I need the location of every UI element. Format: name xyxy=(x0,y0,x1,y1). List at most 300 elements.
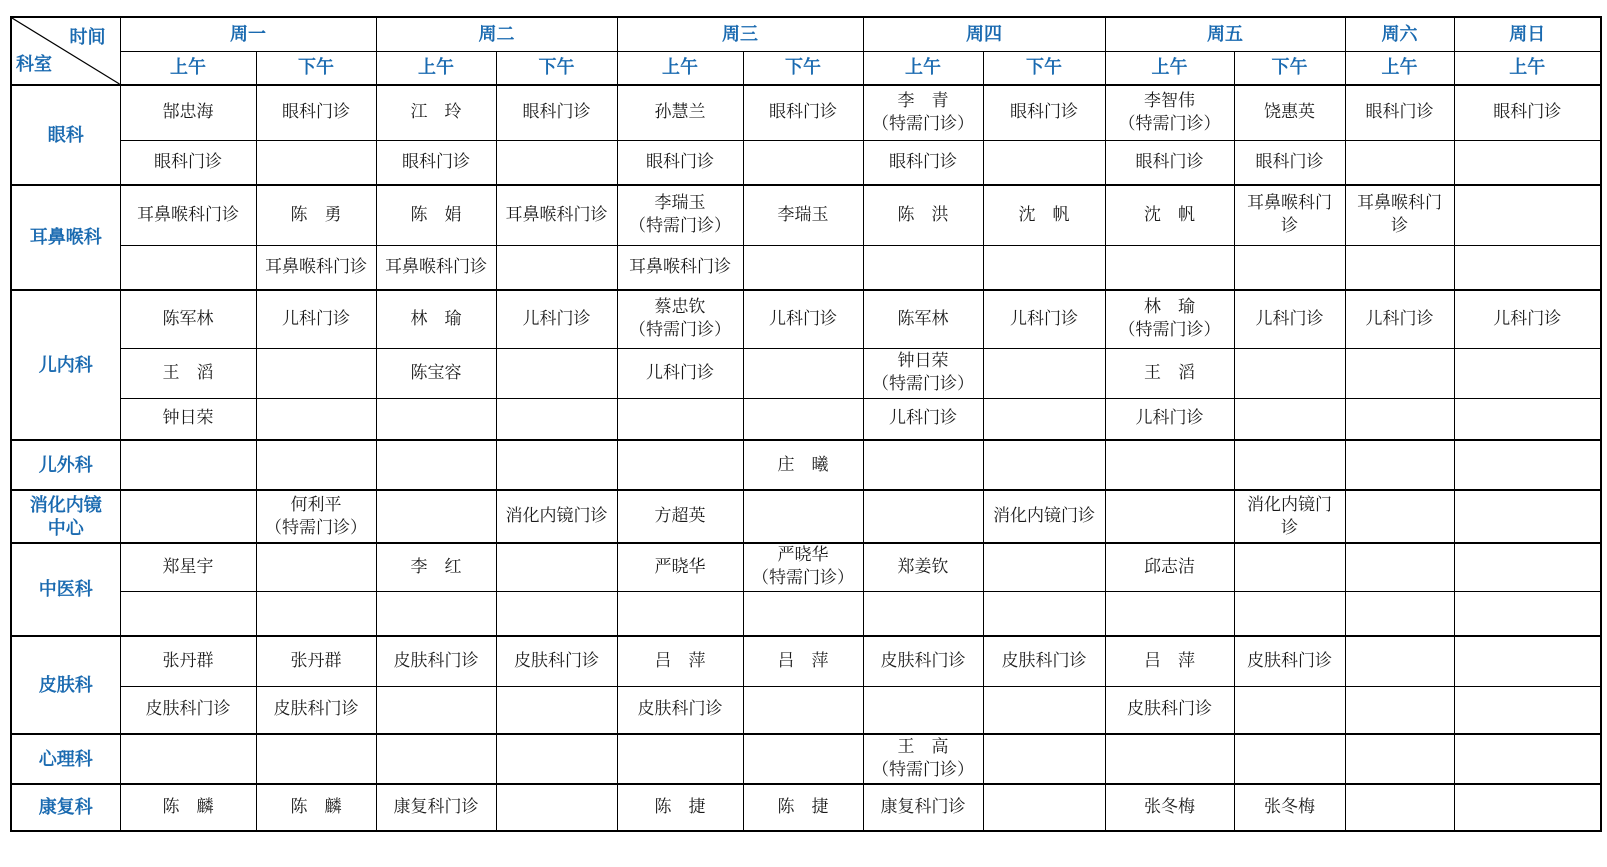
schedule-entry-text: （特需门诊） xyxy=(752,568,854,589)
schedule-cell xyxy=(1454,440,1601,490)
schedule-entry-text: 儿科门诊 xyxy=(1365,308,1434,329)
schedule-cell xyxy=(256,686,376,734)
period-header-row xyxy=(11,51,1601,85)
schedule-entry-text: 陈军林 xyxy=(162,308,214,329)
schedule-entry-text: 李智伟 xyxy=(1144,90,1195,111)
schedule-entry-text: 儿科门诊 xyxy=(1135,408,1204,429)
schedule-cell xyxy=(1454,245,1601,290)
schedule-entry-text: 眼科门诊 xyxy=(1255,151,1324,172)
schedule-cell xyxy=(1345,185,1454,245)
schedule-cell xyxy=(376,686,496,734)
schedule-cell xyxy=(983,543,1105,591)
schedule-entry-text: 儿科门诊 xyxy=(1493,308,1562,329)
schedule-entry-text: 方超英 xyxy=(654,506,706,526)
schedule-entry-text: （特需门诊） xyxy=(872,374,974,394)
schedule-entry-text: 陈 捷 xyxy=(654,797,706,817)
schedule-cell xyxy=(1345,490,1454,543)
schedule-entry-text: 耳鼻喉科门诊 xyxy=(385,256,487,277)
table-row xyxy=(11,140,1601,185)
schedule-cell xyxy=(376,440,496,490)
schedule-cell xyxy=(1345,734,1454,784)
schedule-cell xyxy=(863,543,983,591)
schedule-cell xyxy=(983,290,1105,348)
schedule-entry-text: 沈 帆 xyxy=(1144,204,1195,225)
schedule-cell xyxy=(1105,290,1234,348)
schedule-cell xyxy=(1105,784,1234,831)
schedule-entry-text: 李 青 xyxy=(897,90,949,111)
schedule-entry-text: 皮肤科门诊 xyxy=(393,650,479,671)
period-am: 上午 xyxy=(1454,51,1601,85)
day-header-tue: 周二 xyxy=(376,17,617,51)
schedule-cell xyxy=(1234,636,1345,686)
day-header-sun: 周日 xyxy=(1454,17,1601,51)
schedule-entry-text: 庄 曦 xyxy=(777,454,829,475)
period-pm: 下午 xyxy=(983,51,1105,85)
department-name-text: 眼科 xyxy=(47,124,84,146)
schedule-entry-text: 王 滔 xyxy=(1144,362,1195,383)
schedule-cell xyxy=(120,636,256,686)
schedule-cell xyxy=(1234,591,1345,636)
schedule-cell xyxy=(256,440,376,490)
schedule-cell xyxy=(376,140,496,185)
schedule-cell xyxy=(256,185,376,245)
schedule-entry-text: 王 高 xyxy=(897,737,949,757)
department-name-cell xyxy=(11,85,120,185)
schedule-entry-text: 郑星宇 xyxy=(162,556,214,577)
schedule-cell xyxy=(496,734,617,784)
schedule-cell xyxy=(983,734,1105,784)
schedule-entry-text: 眼科门诊 xyxy=(1010,102,1078,123)
schedule-cell xyxy=(743,734,863,784)
schedule-cell xyxy=(1454,734,1601,784)
table-row xyxy=(11,348,1601,398)
schedule-cell xyxy=(376,85,496,140)
schedule-cell xyxy=(496,686,617,734)
schedule-cell xyxy=(1454,185,1601,245)
schedule-cell xyxy=(376,543,496,591)
schedule-entry-text: 康复科门诊 xyxy=(393,797,479,817)
schedule-entry-text: 皮肤科门诊 xyxy=(880,650,966,671)
schedule-entry-text: 陈军林 xyxy=(897,308,949,329)
schedule-cell xyxy=(120,591,256,636)
schedule-cell xyxy=(1454,543,1601,591)
schedule-cell xyxy=(1234,784,1345,831)
schedule-entry-text: 陈 勇 xyxy=(290,204,342,225)
period-am: 上午 xyxy=(376,51,496,85)
department-name-text: 康复科 xyxy=(38,797,93,818)
period-pm: 下午 xyxy=(496,51,617,85)
day-header-mon: 周一 xyxy=(120,17,376,51)
schedule-cell xyxy=(376,734,496,784)
schedule-cell xyxy=(256,245,376,290)
schedule-cell xyxy=(1454,591,1601,636)
schedule-cell xyxy=(1234,490,1345,543)
schedule-entry-text: 耳鼻喉科门诊 xyxy=(265,256,367,277)
schedule-entry-text: 陈 捷 xyxy=(777,797,829,817)
schedule-entry-text: 眼科门诊 xyxy=(522,102,591,123)
schedule-entry-text: 皮肤科门诊 xyxy=(273,699,359,720)
schedule-cell xyxy=(743,348,863,398)
schedule-cell xyxy=(983,185,1105,245)
schedule-cell xyxy=(120,490,256,543)
schedule-cell xyxy=(256,543,376,591)
schedule-entry-text: 诊 xyxy=(1281,216,1298,237)
schedule-cell xyxy=(120,543,256,591)
schedule-cell xyxy=(863,140,983,185)
schedule-cell xyxy=(256,636,376,686)
schedule-cell xyxy=(1105,686,1234,734)
department-name-text: 消化内镜 xyxy=(29,494,102,516)
schedule-cell xyxy=(1105,245,1234,290)
schedule-entry-text: （特需门诊） xyxy=(1118,320,1221,341)
schedule-cell xyxy=(376,490,496,543)
schedule-cell xyxy=(1105,85,1234,140)
outpatient-schedule-table xyxy=(10,16,1602,832)
schedule-cell xyxy=(496,543,617,591)
schedule-cell xyxy=(376,591,496,636)
schedule-cell xyxy=(743,245,863,290)
schedule-cell xyxy=(983,245,1105,290)
schedule-entry-text: 陈宝容 xyxy=(410,362,462,383)
schedule-cell xyxy=(256,140,376,185)
table-row xyxy=(11,290,1601,348)
schedule-cell xyxy=(983,440,1105,490)
schedule-entry-text: 严晓华 xyxy=(777,545,829,566)
schedule-cell xyxy=(376,290,496,348)
department-name-cell xyxy=(11,734,120,784)
schedule-cell xyxy=(376,636,496,686)
schedule-cell xyxy=(496,348,617,398)
schedule-cell xyxy=(863,490,983,543)
table-row xyxy=(11,734,1601,784)
schedule-entry-text: 陈 娟 xyxy=(410,204,462,225)
schedule-cell xyxy=(743,543,863,591)
period-pm: 下午 xyxy=(256,51,376,85)
schedule-cell xyxy=(617,490,743,543)
schedule-cell xyxy=(617,784,743,831)
schedule-entry-text: 林 瑜 xyxy=(410,308,462,329)
schedule-cell xyxy=(1454,636,1601,686)
schedule-cell xyxy=(1234,85,1345,140)
schedule-cell xyxy=(983,140,1105,185)
schedule-entry-text: 皮肤科门诊 xyxy=(514,650,599,671)
schedule-entry-text: 江 玲 xyxy=(410,102,462,123)
schedule-entry-text: 消化内镜门诊 xyxy=(505,506,608,526)
schedule-cell xyxy=(1234,398,1345,440)
schedule-entry-text: 儿科门诊 xyxy=(889,408,957,429)
schedule-cell xyxy=(863,591,983,636)
schedule-entry-text: 儿科门诊 xyxy=(769,308,837,329)
department-name-text: 中心 xyxy=(47,517,84,539)
schedule-entry-text: 严晓华 xyxy=(654,556,706,577)
schedule-entry-text: 陈 麟 xyxy=(290,797,342,817)
schedule-entry-text: 眼科门诊 xyxy=(154,151,222,172)
schedule-entry-text: 林 瑜 xyxy=(1144,297,1195,318)
schedule-cell xyxy=(256,591,376,636)
schedule-cell xyxy=(1105,440,1234,490)
period-pm: 下午 xyxy=(1234,51,1345,85)
schedule-entry-text: 张冬梅 xyxy=(1264,797,1315,817)
schedule-entry-text: 张丹群 xyxy=(162,650,214,671)
department-name-text: 儿外科 xyxy=(38,454,93,476)
schedule-entry-text: 吕 萍 xyxy=(654,650,706,671)
schedule-entry-text: 眼科门诊 xyxy=(1493,102,1562,123)
corner-dept-label: 科室 xyxy=(16,54,52,75)
schedule-entry-text: 皮肤科门诊 xyxy=(1247,650,1332,671)
schedule-entry-text: （特需门诊） xyxy=(265,517,367,538)
schedule-cell xyxy=(1234,543,1345,591)
schedule-cell xyxy=(863,636,983,686)
table-row xyxy=(11,490,1601,543)
schedule-entry-text: 眼科门诊 xyxy=(282,102,350,123)
schedule-entry-text: 眼科门诊 xyxy=(1135,151,1204,172)
schedule-cell xyxy=(1234,734,1345,784)
schedule-cell xyxy=(256,398,376,440)
schedule-cell xyxy=(120,440,256,490)
schedule-cell xyxy=(617,636,743,686)
schedule-entry-text: 儿科门诊 xyxy=(282,308,350,329)
schedule-entry-text: 吕 萍 xyxy=(777,650,829,671)
schedule-cell xyxy=(496,140,617,185)
schedule-cell xyxy=(496,784,617,831)
schedule-entry-text: 耳鼻喉科门诊 xyxy=(505,204,608,225)
schedule-cell xyxy=(1454,348,1601,398)
schedule-cell xyxy=(863,290,983,348)
schedule-cell xyxy=(496,440,617,490)
day-header-row xyxy=(11,17,1601,51)
department-name-text: 皮肤科 xyxy=(38,674,93,696)
schedule-cell xyxy=(120,784,256,831)
schedule-entry-text: 邱志洁 xyxy=(1144,556,1195,577)
schedule-cell xyxy=(256,348,376,398)
schedule-cell xyxy=(1345,290,1454,348)
schedule-cell xyxy=(496,185,617,245)
schedule-cell xyxy=(376,185,496,245)
schedule-cell xyxy=(743,290,863,348)
schedule-cell xyxy=(376,784,496,831)
day-header-wed: 周三 xyxy=(617,17,863,51)
schedule-cell xyxy=(1234,686,1345,734)
day-header-sat: 周六 xyxy=(1345,17,1454,51)
schedule-cell xyxy=(1345,784,1454,831)
schedule-cell xyxy=(496,245,617,290)
schedule-cell xyxy=(1454,490,1601,543)
schedule-cell xyxy=(863,85,983,140)
corner-time-label: 时间 xyxy=(69,27,106,48)
department-name-cell xyxy=(11,290,120,440)
schedule-entry-text: 消化内镜门诊 xyxy=(993,506,1095,526)
schedule-entry-text: 儿科门诊 xyxy=(1010,308,1078,329)
schedule-cell xyxy=(863,686,983,734)
schedule-cell xyxy=(256,784,376,831)
schedule-cell xyxy=(983,591,1105,636)
schedule-cell xyxy=(120,686,256,734)
table-row xyxy=(11,636,1601,686)
schedule-cell xyxy=(496,636,617,686)
table-row xyxy=(11,398,1601,440)
schedule-cell xyxy=(376,348,496,398)
table-row xyxy=(11,185,1601,245)
schedule-entry-text: 耳鼻喉科门诊 xyxy=(629,256,731,277)
schedule-entry-text: 眼科门诊 xyxy=(1365,102,1434,123)
schedule-cell xyxy=(617,440,743,490)
schedule-cell xyxy=(1105,543,1234,591)
schedule-cell xyxy=(743,591,863,636)
schedule-cell xyxy=(256,490,376,543)
schedule-cell xyxy=(1345,591,1454,636)
day-header-thu: 周四 xyxy=(863,17,1105,51)
schedule-cell xyxy=(617,734,743,784)
schedule-entry-text: 张冬梅 xyxy=(1144,797,1195,817)
schedule-entry-text: （特需门诊） xyxy=(872,760,974,780)
schedule-entry-text: 眼科门诊 xyxy=(769,102,837,123)
department-name-cell xyxy=(11,440,120,490)
schedule-cell xyxy=(1234,348,1345,398)
schedule-cell xyxy=(617,85,743,140)
schedule-cell xyxy=(983,85,1105,140)
schedule-entry-text: 康复科门诊 xyxy=(880,797,966,817)
corner-header-cell xyxy=(11,17,120,85)
schedule-cell xyxy=(863,348,983,398)
schedule-cell xyxy=(743,686,863,734)
schedule-entry-text: 耳鼻喉科门诊 xyxy=(137,204,239,225)
table-row xyxy=(11,440,1601,490)
department-name-cell xyxy=(11,784,120,831)
department-name-text: 耳鼻喉科 xyxy=(29,227,102,248)
schedule-cell xyxy=(1105,398,1234,440)
day-header-fri: 周五 xyxy=(1105,17,1345,51)
schedule-body xyxy=(11,85,1601,831)
schedule-entry-text: 沈 帆 xyxy=(1018,204,1070,225)
schedule-cell xyxy=(743,140,863,185)
schedule-entry-text: （特需门诊） xyxy=(1118,113,1221,134)
schedule-cell xyxy=(743,784,863,831)
schedule-cell xyxy=(1345,543,1454,591)
schedule-cell xyxy=(120,348,256,398)
department-name-cell xyxy=(11,636,120,734)
schedule-cell xyxy=(1345,686,1454,734)
schedule-cell xyxy=(376,245,496,290)
schedule-entry-text: 皮肤科门诊 xyxy=(1001,650,1087,671)
schedule-entry-text: 钟日荣 xyxy=(162,408,214,429)
schedule-entry-text: 眼科门诊 xyxy=(889,151,957,172)
period-am: 上午 xyxy=(617,51,743,85)
schedule-entry-text: 郜忠海 xyxy=(162,102,214,123)
schedule-cell xyxy=(983,686,1105,734)
schedule-cell xyxy=(256,85,376,140)
schedule-cell xyxy=(1234,440,1345,490)
schedule-entry-text: 吕 萍 xyxy=(1144,650,1195,671)
period-am: 上午 xyxy=(1345,51,1454,85)
schedule-entry-text: 张丹群 xyxy=(290,650,342,671)
schedule-cell xyxy=(983,784,1105,831)
schedule-cell xyxy=(120,85,256,140)
schedule-entry-text: 皮肤科门诊 xyxy=(145,699,231,720)
schedule-cell xyxy=(1454,85,1601,140)
department-name-cell xyxy=(11,490,120,543)
schedule-entry-text: 陈 麟 xyxy=(162,797,214,817)
schedule-entry-text: 儿科门诊 xyxy=(1255,308,1324,329)
period-am: 上午 xyxy=(863,51,983,85)
schedule-cell xyxy=(120,245,256,290)
schedule-cell xyxy=(120,734,256,784)
schedule-cell xyxy=(1105,636,1234,686)
schedule-cell xyxy=(120,185,256,245)
schedule-cell xyxy=(617,686,743,734)
schedule-cell xyxy=(1234,185,1345,245)
schedule-cell xyxy=(983,398,1105,440)
schedule-cell xyxy=(617,543,743,591)
schedule-entry-text: 耳鼻喉科门 xyxy=(1247,193,1332,214)
schedule-entry-text: （特需门诊） xyxy=(629,320,731,341)
department-name-text: 儿内科 xyxy=(38,354,93,376)
schedule-cell xyxy=(983,636,1105,686)
schedule-cell xyxy=(1105,490,1234,543)
schedule-cell xyxy=(1345,85,1454,140)
table-row xyxy=(11,686,1601,734)
schedule-entry-text: 钟日荣 xyxy=(897,351,949,371)
schedule-cell xyxy=(1454,140,1601,185)
schedule-entry-text: 李瑞玉 xyxy=(654,193,706,214)
schedule-cell xyxy=(496,85,617,140)
schedule-cell xyxy=(743,185,863,245)
schedule-cell xyxy=(1454,784,1601,831)
schedule-cell xyxy=(743,636,863,686)
schedule-entry-text: （特需门诊） xyxy=(872,113,974,134)
schedule-cell xyxy=(1345,140,1454,185)
schedule-cell xyxy=(1234,140,1345,185)
schedule-cell xyxy=(1105,140,1234,185)
schedule-cell xyxy=(617,348,743,398)
schedule-entry-text: 何利平 xyxy=(290,494,342,515)
period-am: 上午 xyxy=(120,51,256,85)
schedule-cell xyxy=(743,85,863,140)
schedule-cell xyxy=(1105,348,1234,398)
department-name-text: 中医科 xyxy=(38,579,93,600)
schedule-cell xyxy=(863,784,983,831)
schedule-cell xyxy=(496,398,617,440)
schedule-entry-text: （特需门诊） xyxy=(629,216,731,237)
schedule-entry-text: 王 滔 xyxy=(162,362,214,383)
schedule-cell xyxy=(863,245,983,290)
schedule-cell xyxy=(1454,290,1601,348)
schedule-cell xyxy=(617,140,743,185)
schedule-cell xyxy=(1105,591,1234,636)
schedule-entry-text: 儿科门诊 xyxy=(646,362,714,383)
schedule-cell xyxy=(743,440,863,490)
period-pm: 下午 xyxy=(743,51,863,85)
schedule-entry-text: 眼科门诊 xyxy=(646,151,714,172)
schedule-cell xyxy=(617,591,743,636)
schedule-entry-text: 诊 xyxy=(1391,216,1408,237)
schedule-cell xyxy=(120,140,256,185)
schedule-cell xyxy=(1345,245,1454,290)
schedule-entry-text: 饶惠英 xyxy=(1264,102,1315,123)
schedule-cell xyxy=(120,398,256,440)
schedule-entry-text: 孙慧兰 xyxy=(654,102,706,123)
schedule-cell xyxy=(743,398,863,440)
table-row xyxy=(11,543,1601,591)
schedule-cell xyxy=(617,398,743,440)
schedule-cell xyxy=(496,490,617,543)
schedule-cell xyxy=(1234,290,1345,348)
table-row xyxy=(11,591,1601,636)
schedule-cell xyxy=(256,290,376,348)
schedule-entry-text: 耳鼻喉科门 xyxy=(1357,193,1442,214)
schedule-cell xyxy=(1234,245,1345,290)
schedule-cell xyxy=(1345,440,1454,490)
schedule-entry-text: 皮肤科门诊 xyxy=(1127,699,1212,720)
